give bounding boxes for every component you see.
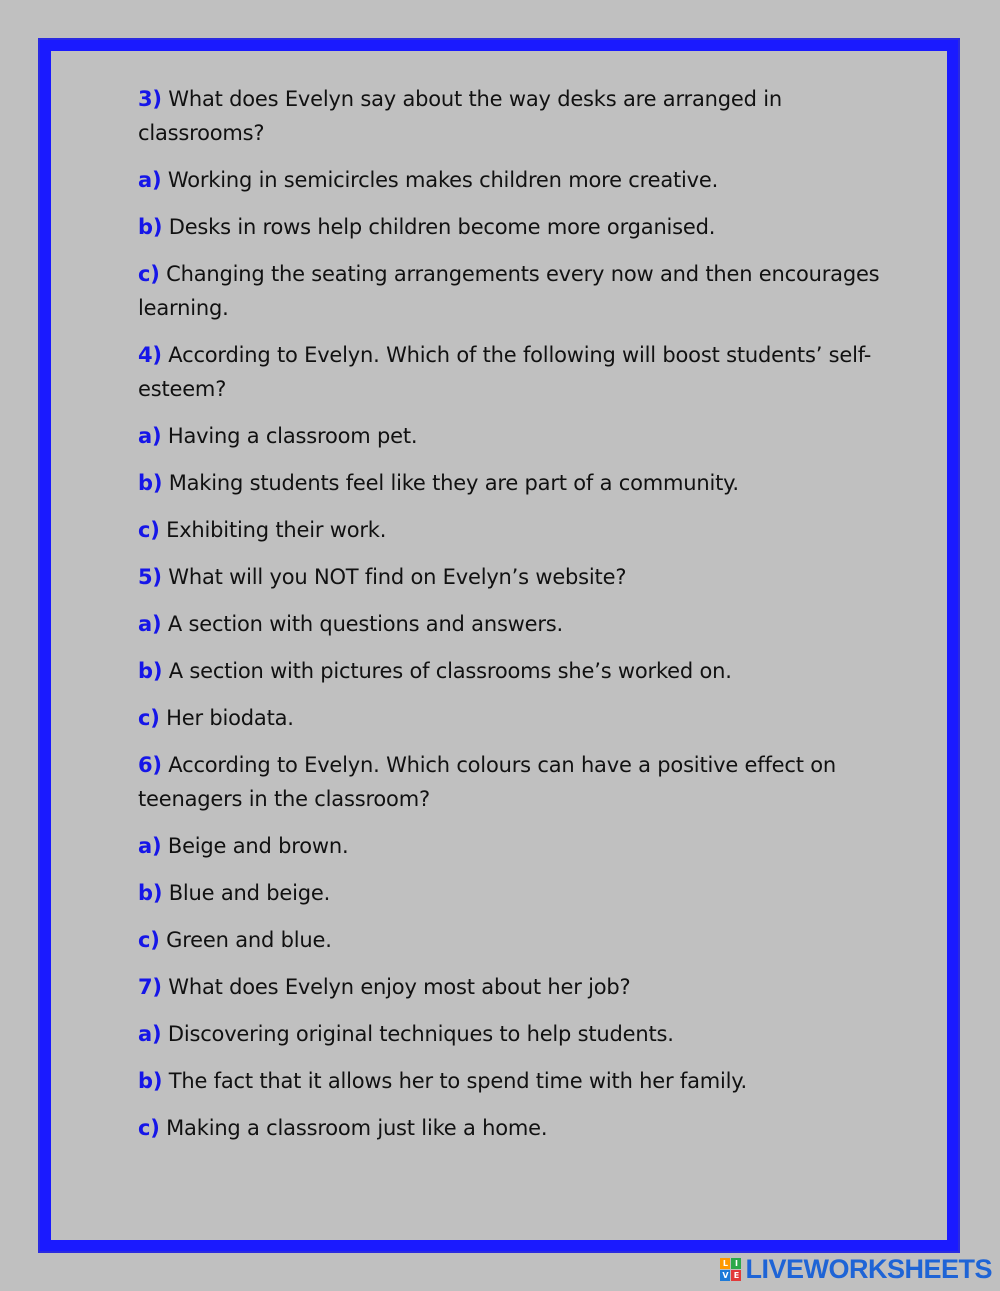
option-3c	[138, 257, 898, 325]
option-7a	[138, 1017, 898, 1051]
logo-mark-letter: E	[731, 1270, 741, 1281]
option-4c	[138, 513, 898, 547]
option-text: Green and blue.	[166, 928, 332, 952]
logo-mark-letter: L	[720, 1258, 730, 1269]
option-6c	[138, 923, 898, 957]
question-6	[138, 748, 898, 816]
option-text: Changing the seating arrangements every now and then encourages learning.	[138, 262, 880, 320]
option-text: The fact that it allows her to spend time with her family.	[168, 1069, 747, 1093]
option-label: c)	[138, 706, 160, 730]
question-text: What does Evelyn say about the way desks are arranged in classrooms?	[138, 87, 782, 145]
option-label: c)	[138, 928, 160, 952]
question-number: 4)	[138, 343, 162, 367]
logo-mark-icon	[720, 1258, 741, 1281]
question-text: What does Evelyn enjoy most about her job?	[168, 975, 631, 999]
option-label: b)	[138, 659, 163, 683]
logo-mark-letter: I	[731, 1258, 741, 1269]
option-label: c)	[138, 1116, 160, 1140]
question-number: 6)	[138, 753, 162, 777]
option-text: Making students feel like they are part of a community.	[168, 471, 739, 495]
logo-mark-letter: V	[722, 1271, 729, 1280]
option-3b	[138, 210, 898, 244]
option-label: a)	[138, 834, 162, 858]
option-text: Exhibiting their work.	[166, 518, 387, 542]
option-label: b)	[138, 215, 163, 239]
worksheet-content	[138, 82, 898, 1158]
option-5b	[138, 654, 898, 688]
option-text: Desks in rows help children become more organised.	[168, 215, 716, 239]
option-text: A section with questions and answers.	[167, 612, 564, 636]
option-label: b)	[138, 1069, 163, 1093]
question-number: 5)	[138, 565, 162, 589]
option-text: Making a classroom just like a home.	[166, 1116, 548, 1140]
option-label: a)	[138, 612, 162, 636]
question-text: What will you NOT find on Evelyn’s website?	[168, 565, 627, 589]
option-7b	[138, 1064, 898, 1098]
question-5	[138, 560, 898, 594]
option-label: c)	[138, 262, 160, 286]
option-text: Working in semicircles makes children more creative.	[167, 168, 719, 192]
option-label: b)	[138, 881, 163, 905]
question-3	[138, 82, 898, 150]
option-5a	[138, 607, 898, 641]
option-text: Beige and brown.	[167, 834, 349, 858]
option-4a	[138, 419, 898, 453]
option-text: Her biodata.	[166, 706, 294, 730]
question-text: According to Evelyn. Which of the following will boost students’ self-esteem?	[138, 343, 872, 401]
question-text: According to Evelyn. Which colours can have a positive effect on teenagers in the classroom?	[138, 753, 836, 811]
option-label: a)	[138, 168, 162, 192]
liveworksheets-logo[interactable]	[720, 1254, 992, 1285]
option-text: Blue and beige.	[168, 881, 331, 905]
option-3a	[138, 163, 898, 197]
question-4	[138, 338, 898, 406]
question-number: 3)	[138, 87, 162, 111]
option-4b	[138, 466, 898, 500]
option-label: a)	[138, 424, 162, 448]
logo-text: LIVEWORKSHEETS	[745, 1254, 992, 1284]
option-label: a)	[138, 1022, 162, 1046]
option-7c	[138, 1111, 898, 1145]
option-label: c)	[138, 518, 160, 542]
option-6b	[138, 876, 898, 910]
option-text: Having a classroom pet.	[167, 424, 418, 448]
option-5c	[138, 701, 898, 735]
option-text: A section with pictures of classrooms she’s worked on.	[168, 659, 732, 683]
question-number: 7)	[138, 975, 162, 999]
option-label: b)	[138, 471, 163, 495]
option-6a	[138, 829, 898, 863]
option-text: Discovering original techniques to help students.	[167, 1022, 674, 1046]
question-7	[138, 970, 898, 1004]
